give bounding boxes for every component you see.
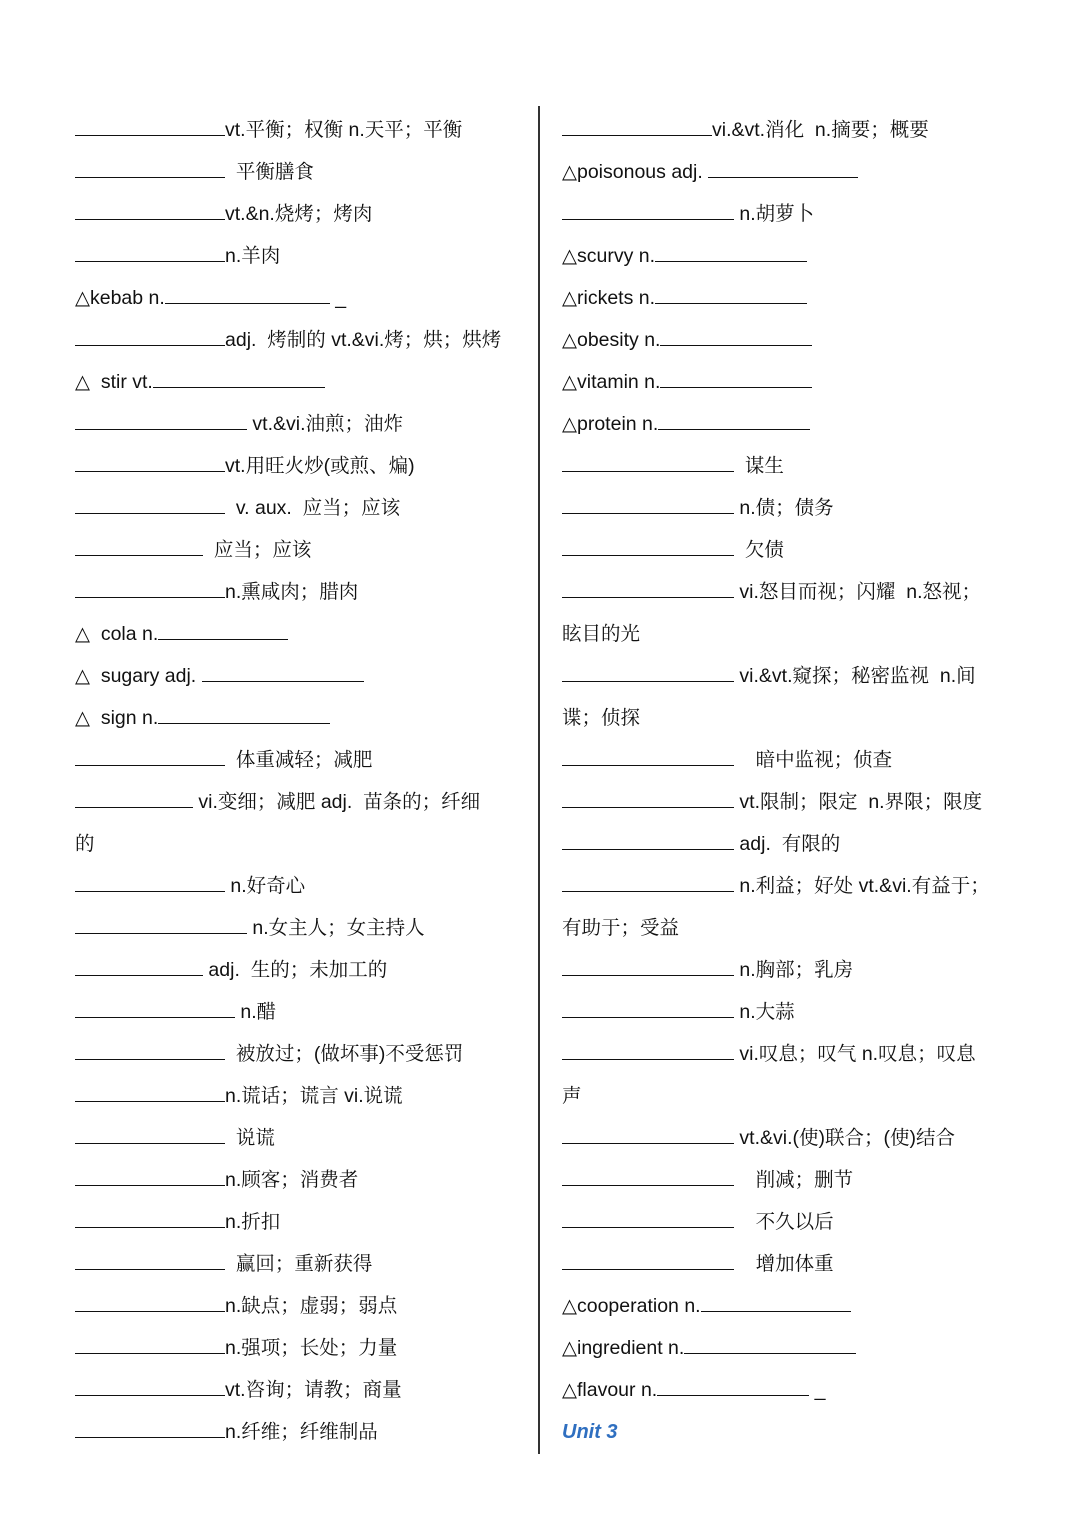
vocab-line bbox=[562, 361, 1014, 403]
answer-blank[interactable] bbox=[701, 1286, 851, 1312]
answer-blank[interactable] bbox=[75, 1202, 225, 1228]
definition-text: n.胸部；乳房 bbox=[734, 959, 854, 981]
vocab-line bbox=[75, 445, 527, 487]
term-text: △poisonous adj. bbox=[562, 161, 709, 183]
vocab-line bbox=[75, 529, 527, 571]
term-text: △flavour n. bbox=[562, 1379, 658, 1401]
definition-text: n.纤维；纤维制品 bbox=[225, 1421, 378, 1443]
answer-blank[interactable] bbox=[75, 1412, 225, 1438]
definition-text: v. aux. 应当；应该 bbox=[225, 497, 401, 519]
answer-blank[interactable] bbox=[153, 362, 325, 388]
vocab-line bbox=[75, 361, 527, 403]
vocab-line bbox=[75, 949, 527, 991]
vocab-line bbox=[75, 1243, 527, 1285]
vocab-line bbox=[562, 403, 1014, 445]
continuation-text: 的 bbox=[75, 833, 95, 855]
vocab-line bbox=[75, 823, 527, 865]
answer-blank[interactable] bbox=[562, 1160, 734, 1186]
answer-blank[interactable] bbox=[562, 656, 734, 682]
answer-blank[interactable] bbox=[202, 656, 364, 682]
answer-blank[interactable] bbox=[75, 1034, 225, 1060]
continuation-text: 有助于；受益 bbox=[562, 917, 680, 939]
vocab-line bbox=[562, 865, 1014, 907]
vocab-line bbox=[562, 1327, 1014, 1369]
definition-text: adj. 有限的 bbox=[734, 833, 841, 855]
definition-text: vi.怒目而视；闪耀 n.怒视； bbox=[734, 581, 982, 603]
vocab-line bbox=[75, 277, 527, 319]
answer-blank[interactable] bbox=[562, 1244, 734, 1270]
vocab-line bbox=[75, 1033, 527, 1075]
vocab-line bbox=[75, 1285, 527, 1327]
vocab-line bbox=[562, 949, 1014, 991]
vocab-line bbox=[75, 781, 527, 823]
definition-text: n.顾客；消费者 bbox=[225, 1169, 359, 1191]
vocab-line bbox=[75, 1075, 527, 1117]
vocab-line bbox=[562, 109, 1014, 151]
term-text: △cooperation n. bbox=[562, 1295, 701, 1317]
definition-text: 应当；应该 bbox=[203, 539, 312, 561]
answer-blank[interactable] bbox=[562, 572, 734, 598]
answer-blank[interactable] bbox=[562, 1118, 734, 1144]
answer-blank[interactable] bbox=[75, 1244, 225, 1270]
definition-text: 增加体重 bbox=[734, 1253, 834, 1275]
definition-text: n.缺点；虚弱；弱点 bbox=[225, 1295, 398, 1317]
vocab-line bbox=[562, 1159, 1014, 1201]
definition-text: adj. 生的；未加工的 bbox=[203, 959, 388, 981]
vocab-line bbox=[75, 571, 527, 613]
unit-heading: Unit 3 bbox=[562, 1421, 618, 1443]
answer-blank[interactable] bbox=[75, 950, 203, 976]
answer-blank[interactable] bbox=[562, 866, 734, 892]
answer-blank[interactable] bbox=[75, 866, 225, 892]
trailing-mark: _ bbox=[809, 1379, 826, 1401]
vocab-line bbox=[75, 193, 527, 235]
vocab-line bbox=[75, 1159, 527, 1201]
definition-text: n.熏咸肉；腊肉 bbox=[225, 581, 359, 603]
answer-blank[interactable] bbox=[660, 362, 812, 388]
answer-blank[interactable] bbox=[655, 236, 807, 262]
term-text: △ sugary adj. bbox=[75, 665, 202, 687]
answer-blank[interactable] bbox=[75, 740, 225, 766]
definition-text: vi.&vt.窥探；秘密监视 n.间 bbox=[734, 665, 976, 687]
definition-text: n.女主人；女主持人 bbox=[247, 917, 425, 939]
vocab-line bbox=[75, 1201, 527, 1243]
definition-text: 体重减轻；减肥 bbox=[225, 749, 373, 771]
term-text: △vitamin n. bbox=[562, 371, 661, 393]
definition-text: n.折扣 bbox=[225, 1211, 281, 1233]
definition-text: vt.限制；限定 n.界限；限度 bbox=[734, 791, 983, 813]
definition-text: vt.&vi.油煎；油炸 bbox=[247, 413, 404, 435]
definition-text: adj. 烤制的 vt.&vi.烤；烘；烘烤 bbox=[225, 329, 502, 351]
definition-text: 削减；删节 bbox=[734, 1169, 854, 1191]
definition-text: 不久以后 bbox=[734, 1211, 834, 1233]
answer-blank[interactable] bbox=[75, 1370, 225, 1396]
vocab-line bbox=[75, 403, 527, 445]
definition-text: n.羊肉 bbox=[225, 245, 281, 267]
definition-text: 暗中监视；侦查 bbox=[734, 749, 893, 771]
vocab-line bbox=[75, 907, 527, 949]
answer-blank[interactable] bbox=[75, 320, 225, 346]
vocab-line bbox=[562, 487, 1014, 529]
vocab-line bbox=[562, 151, 1014, 193]
definition-text: n.大蒜 bbox=[734, 1001, 795, 1023]
vocab-line bbox=[75, 235, 527, 277]
answer-blank[interactable] bbox=[562, 446, 734, 472]
answer-blank[interactable] bbox=[660, 320, 812, 346]
vocab-line bbox=[75, 991, 527, 1033]
definition-text: vt.咨询；请教；商量 bbox=[225, 1379, 402, 1401]
vocab-line bbox=[75, 487, 527, 529]
definition-text: n.利益；好处 vt.&vi.有益于； bbox=[734, 875, 990, 897]
answer-blank[interactable] bbox=[158, 698, 330, 724]
definition-text: 被放过；(做坏事)不受惩罚 bbox=[225, 1043, 464, 1065]
vocab-line bbox=[562, 235, 1014, 277]
answer-blank[interactable] bbox=[562, 1034, 734, 1060]
vocab-line bbox=[75, 739, 527, 781]
definition-text: n.谎话；谎言 vi.说谎 bbox=[225, 1085, 403, 1107]
definition-text: vi.变细；减肥 adj. 苗条的；纤细 bbox=[193, 791, 481, 813]
definition-text: vi.叹息；叹气 n.叹息；叹息 bbox=[734, 1043, 976, 1065]
term-text: △scurvy n. bbox=[562, 245, 656, 267]
definition-text: vt.&vi.(使)联合；(使)结合 bbox=[734, 1127, 955, 1149]
vocab-line bbox=[562, 697, 1014, 739]
vocab-line bbox=[562, 1117, 1014, 1159]
term-text: △protein n. bbox=[562, 413, 659, 435]
vocab-line bbox=[562, 739, 1014, 781]
vocab-line bbox=[562, 655, 1014, 697]
vocab-line bbox=[562, 445, 1014, 487]
answer-blank[interactable] bbox=[75, 1076, 225, 1102]
vocab-line bbox=[75, 655, 527, 697]
definition-text: n.债；债务 bbox=[734, 497, 834, 519]
trailing-mark: _ bbox=[329, 287, 347, 309]
definition-text: 平衡膳食 bbox=[225, 161, 314, 183]
answer-blank[interactable] bbox=[75, 782, 193, 808]
term-text: △obesity n. bbox=[562, 329, 661, 351]
answer-blank[interactable] bbox=[562, 194, 734, 220]
vocab-line bbox=[75, 1411, 527, 1453]
vocab-line bbox=[562, 1243, 1014, 1285]
definition-text: n.强项；长处；力量 bbox=[225, 1337, 398, 1359]
answer-blank[interactable] bbox=[165, 278, 330, 304]
answer-blank[interactable] bbox=[75, 572, 225, 598]
vocab-line bbox=[75, 1327, 527, 1369]
vocab-line bbox=[562, 907, 1014, 949]
term-text: △ sign n. bbox=[75, 707, 159, 729]
continuation-text: 声 bbox=[562, 1085, 582, 1107]
right-column bbox=[562, 109, 1014, 1453]
answer-blank[interactable] bbox=[75, 1160, 225, 1186]
vocab-line bbox=[75, 319, 527, 361]
vocab-line bbox=[75, 697, 527, 739]
definition-text: n.好奇心 bbox=[225, 875, 306, 897]
term-text: △ cola n. bbox=[75, 623, 159, 645]
answer-blank[interactable] bbox=[562, 992, 734, 1018]
term-text: △ingredient n. bbox=[562, 1337, 685, 1359]
answer-blank[interactable] bbox=[562, 824, 734, 850]
definition-text: n.醋 bbox=[235, 1001, 277, 1023]
answer-blank[interactable] bbox=[75, 488, 225, 514]
vocab-line bbox=[75, 1117, 527, 1159]
vocab-line bbox=[562, 529, 1014, 571]
answer-blank[interactable] bbox=[75, 1118, 225, 1144]
vocab-line bbox=[562, 781, 1014, 823]
answer-blank[interactable] bbox=[708, 152, 858, 178]
definition-text: 说谎 bbox=[225, 1127, 275, 1149]
term-text: △kebab n. bbox=[75, 287, 165, 309]
answer-blank[interactable] bbox=[75, 446, 225, 472]
vocab-line bbox=[562, 991, 1014, 1033]
vocab-line bbox=[562, 1369, 1014, 1411]
definition-text: n.胡萝卜 bbox=[734, 203, 815, 225]
vocab-line bbox=[75, 151, 527, 193]
answer-blank[interactable] bbox=[158, 614, 288, 640]
vocab-line bbox=[562, 1201, 1014, 1243]
vocab-line bbox=[75, 865, 527, 907]
answer-blank[interactable] bbox=[684, 1328, 856, 1354]
answer-blank[interactable] bbox=[75, 152, 225, 178]
answer-blank[interactable] bbox=[562, 782, 734, 808]
answer-blank[interactable] bbox=[75, 110, 225, 136]
column-divider bbox=[538, 106, 540, 1454]
vocab-line bbox=[562, 613, 1014, 655]
vocab-line bbox=[75, 1369, 527, 1411]
vocab-line bbox=[562, 193, 1014, 235]
definition-text: vt.&n.烧烤；烤肉 bbox=[225, 203, 373, 225]
vocab-line bbox=[562, 1033, 1014, 1075]
vocab-line bbox=[562, 571, 1014, 613]
term-text: △ stir vt. bbox=[75, 371, 153, 393]
answer-blank[interactable] bbox=[75, 530, 203, 556]
definition-text: vt.平衡；权衡 n.天平；平衡 bbox=[225, 119, 463, 141]
answer-blank[interactable] bbox=[75, 1328, 225, 1354]
definition-text: vi.&vt.消化 n.摘要；概要 bbox=[712, 119, 929, 141]
definition-text: 赢回；重新获得 bbox=[225, 1253, 373, 1275]
left-column bbox=[75, 109, 527, 1453]
definition-text: 谋生 bbox=[734, 455, 784, 477]
answer-blank[interactable] bbox=[75, 1286, 225, 1312]
answer-blank[interactable] bbox=[655, 278, 807, 304]
vocab-line bbox=[562, 1075, 1014, 1117]
continuation-text: 谍；侦探 bbox=[562, 707, 641, 729]
vocab-line bbox=[562, 1285, 1014, 1327]
vocab-line bbox=[562, 823, 1014, 865]
definition-text: 欠债 bbox=[734, 539, 784, 561]
vocab-line bbox=[562, 319, 1014, 361]
answer-blank[interactable] bbox=[562, 1202, 734, 1228]
answer-blank[interactable] bbox=[562, 740, 734, 766]
vocab-line bbox=[562, 1411, 1014, 1453]
answer-blank[interactable] bbox=[75, 404, 247, 430]
answer-blank[interactable] bbox=[75, 194, 225, 220]
answer-blank[interactable] bbox=[658, 404, 810, 430]
answer-blank[interactable] bbox=[562, 110, 712, 136]
answer-blank[interactable] bbox=[562, 488, 734, 514]
answer-blank[interactable] bbox=[562, 530, 734, 556]
answer-blank[interactable] bbox=[657, 1370, 809, 1396]
vocab-line bbox=[75, 613, 527, 655]
definition-text: vt.用旺火炒(或煎、煸) bbox=[225, 455, 415, 477]
answer-blank[interactable] bbox=[75, 992, 235, 1018]
vocab-line bbox=[562, 277, 1014, 319]
answer-blank[interactable] bbox=[75, 236, 225, 262]
answer-blank[interactable] bbox=[75, 908, 247, 934]
continuation-text: 眩目的光 bbox=[562, 623, 641, 645]
vocab-line bbox=[75, 109, 527, 151]
answer-blank[interactable] bbox=[562, 950, 734, 976]
term-text: △rickets n. bbox=[562, 287, 656, 309]
